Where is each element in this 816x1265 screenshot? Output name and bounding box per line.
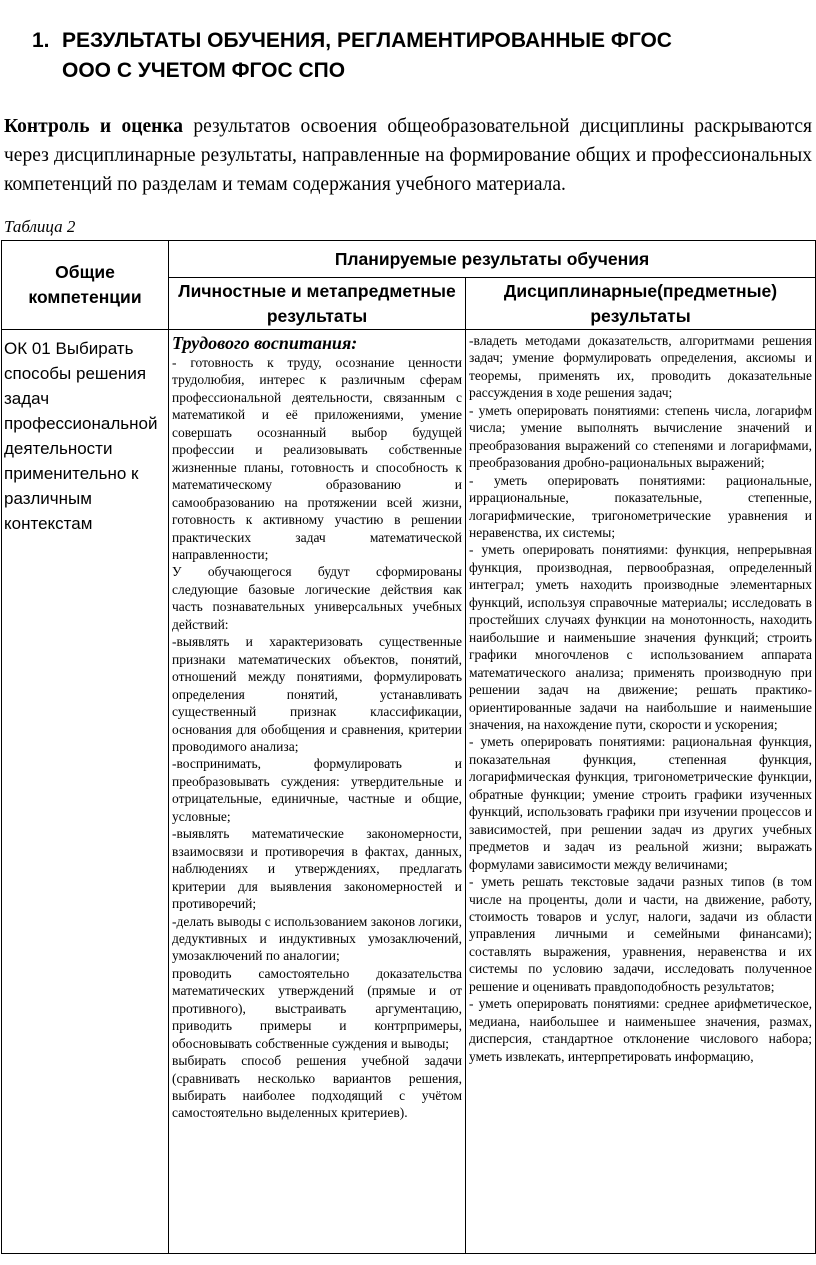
- intro-bold: Контроль и оценка: [4, 116, 184, 137]
- personal-result-item: -выявлять математические закономерности, взаимосвязи и противоречия в фактах, данных, наблюдениях и утверждениях, предлагать критерии для выявления закономерностей и противоречий;: [172, 826, 462, 912]
- header-general-competencies: Общие компетенции: [2, 241, 169, 330]
- personal-result-item: -выявлять и характеризовать существенные признаки математических объектов, понятий, отношений между понятиями, формулировать определения понятий, устанавливать существенный признак классификации, основания для обобщения и сравнения, критерии проводимого анализа;: [172, 634, 462, 754]
- discipline-result-item: - уметь оперировать понятиями: степень числа, логарифм числа; умение выполнять вычисление значений и преобразования выражений со степенями и логарифмами, преобразования дробно-рациональных выражений;: [469, 402, 812, 471]
- heading-line-2: ООО С УЧЕТОМ ФГОС СПО: [62, 59, 346, 82]
- competence-ok01: ОК 01 Выбирать способы решения задач профессиональной деятельности применительно к различным контекстам: [2, 330, 169, 1254]
- heading-number: 1.: [32, 29, 50, 52]
- personal-result-item: - готовность к труду, осознание ценности трудолюбия, интерес к различным сферам профессиональной деятельности, связанным с математикой и её приложениями, умение совершать осознанный выбор будущей профессии и реализовывать собственные жизненные планы, готовность и способность к математическому образованию и самообразованию на протяжении всей жизни, готовность к активному участию в решении практических задач математической направленности;: [172, 355, 462, 562]
- personal-result-item: У обучающегося будут сформированы следующие базовые логические действия как часть познавательных универсальных учебных действий:: [172, 564, 462, 632]
- discipline-result-item: - уметь оперировать понятиями: среднее арифметическое, медиана, наибольшее и наименьшее значения, размах, дисперсия, стандартное отклонение числового набора; уметь извлекать, интерпретировать информацию,: [469, 996, 812, 1064]
- discipline-result-item: - уметь решать текстовые задачи разных типов (в том числе на проценты, доли и части, на движение, работу, стоимость товаров и услуг, налоги, задачи из области управления личными и семейными финансами); составлять выражения, уравнения, неравенства и их системы по условию задачи, исследовать полученное решение и оценивать правдоподобность результатов;: [469, 874, 812, 994]
- heading-line-1: РЕЗУЛЬТАТЫ ОБУЧЕНИЯ, РЕГЛАМЕНТИРОВАННЫЕ ФГОС: [62, 29, 672, 52]
- results-table: [1, 240, 816, 1254]
- discipline-results-cell: [466, 330, 816, 1254]
- section-labor-education: Трудового воспитания:: [172, 333, 358, 353]
- discipline-result-item: - уметь оперировать понятиями: рациональная функция, показательная функция, степенная функция, логарифмическая функция, тригонометрические функции, обратные функции; умение строить графики изученных функций, использовать графики при изучении процессов и зависимостей, при решении задач из других учебных предметов и задач из реальной жизни; выражать формулами зависимости между величинами;: [469, 734, 812, 872]
- header-discipline-results: Дисциплинарные(предметные) результаты: [466, 278, 816, 330]
- personal-result-item: выбирать способ решения учебной задачи (сравнивать несколько вариантов решения, выбирать наиболее подходящий с учётом самостоятельно выделенных критериев).: [172, 1053, 462, 1121]
- personal-result-item: проводить самостоятельно доказательства математических утверждений (прямые и от противного), выстраивать аргументацию, приводить примеры и контрпримеры, обосновывать собственные суждения и выводы;: [172, 965, 462, 1051]
- personal-result-item: -воспринимать, формулировать и преобразовывать суждения: утвердительные и отрицательные, единичные, частные и общие, условные;: [172, 756, 462, 824]
- intro-text: результатов освоения общеобразовательной дисциплины раскрываются через дисциплинарные результаты, направленные на формирование общих и профессиональных компетенций по разделам и темам содержания учебного материала.: [4, 116, 812, 195]
- discipline-result-item: -владеть методами доказательств, алгоритмами решения задач; умение формулировать определения, аксиомы и теоремы, применять их, проводить доказательные рассуждения в ходе решения задач;: [469, 333, 812, 401]
- personal-result-item: -делать выводы с использованием законов логики, дедуктивных и индуктивных умозаключений, умозаключений по аналогии;: [172, 913, 462, 964]
- section-heading: [32, 26, 812, 86]
- discipline-result-item: - уметь оперировать понятиями: рациональные, иррациональные, показательные, степенные, логарифмические, тригонометрические уравнения и неравенства, их системы;: [469, 472, 812, 540]
- header-planned-results: Планируемые результаты обучения: [169, 241, 816, 278]
- personal-results-cell: [169, 330, 466, 1254]
- header-personal-results: Личностные и метапредметные результаты: [169, 278, 466, 330]
- table-caption: Таблица 2: [4, 217, 76, 236]
- intro-paragraph: [4, 112, 812, 199]
- discipline-result-item: - уметь оперировать понятиями: функция, непрерывная функция, производная, первообразная, определенный интеграл; уметь находить производные элементарных функций, используя справочные материалы; исследовать в простейших случаях функции на монотонность, находить наибольшие и наименьшие значения функций; строить графики многочленов с использованием аппарата математического анализа; применять производную при решении задач на движение; решать практико-ориентированные задачи на наибольшие и наименьшие значения, на нахождение пути, скорости и ускорения;: [469, 542, 812, 732]
